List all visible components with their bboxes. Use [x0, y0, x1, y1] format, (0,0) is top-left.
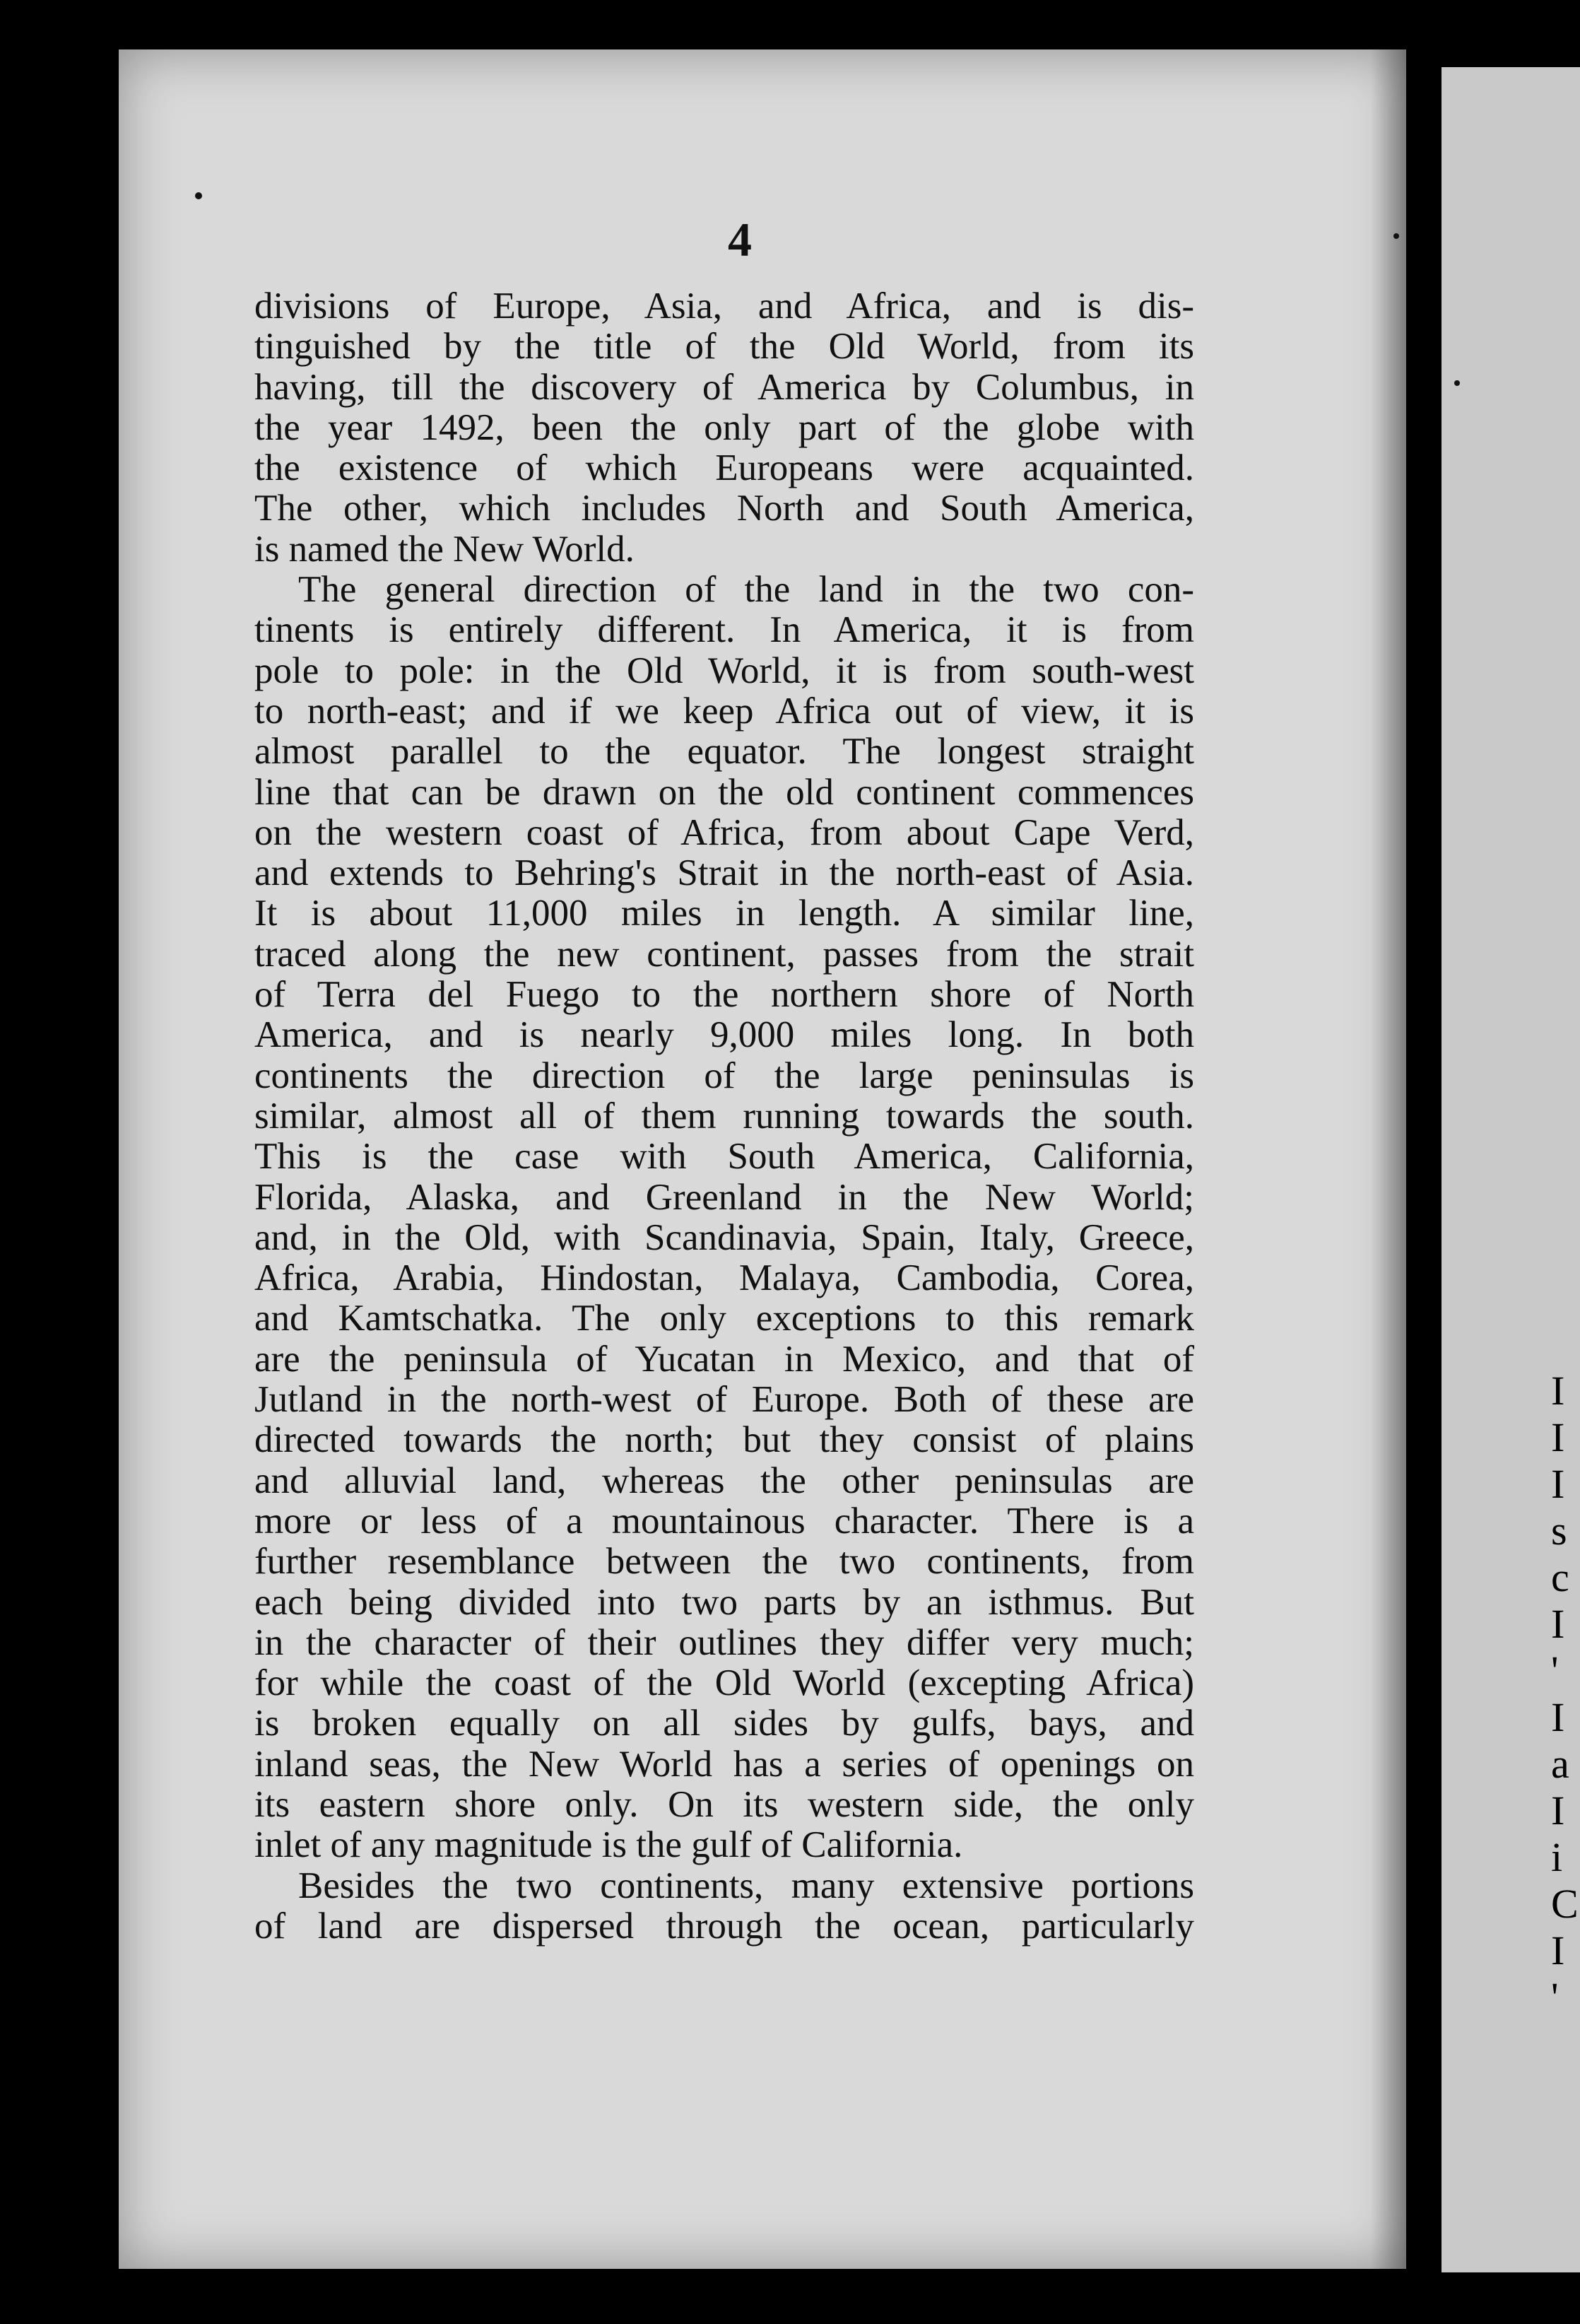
text-line: The other, which includes North and South America,: [254, 488, 1194, 529]
text-line: America, and is nearly 9,000 miles long. In both: [254, 1014, 1194, 1056]
text-line: each being divided into two parts by an isthmus. But: [254, 1581, 1194, 1623]
text-line: and alluvial land, whereas the other peninsulas are: [254, 1460, 1194, 1501]
facing-page-fragment: I: [1551, 1788, 1565, 1833]
text-line: tinents is entirely different. In America, it is from: [254, 609, 1194, 651]
text-line: for while the coast of the Old World (excepting Africa): [254, 1662, 1194, 1704]
gutter-shadow: [1371, 49, 1434, 2269]
text-line: continents the direction of the large peninsulas is: [254, 1055, 1194, 1096]
facing-page-fragment: I: [1551, 1368, 1565, 1414]
text-line: on the western coast of Africa, from about Cape Verd,: [254, 811, 1194, 853]
text-line: traced along the new continent, passes from the strait: [254, 933, 1194, 975]
text-line: Florida, Alaska, and Greenland in the New World;: [254, 1176, 1194, 1218]
text-line: It is about 11,000 miles in length. A similar line,: [254, 893, 1194, 934]
text-line: are the peninsula of Yucatan in Mexico, and that of: [254, 1338, 1194, 1380]
facing-page-fragment: I: [1551, 1601, 1565, 1647]
body-text: [254, 286, 1194, 1947]
text-line: its eastern shore only. On its western side, the only: [254, 1783, 1194, 1825]
facing-page-fragment: I: [1551, 1927, 1565, 1973]
speck: [195, 192, 202, 199]
facing-page-fragment: ': [1551, 1648, 1559, 1694]
facing-page-fragment: i: [1551, 1834, 1563, 1880]
text-line: similar, almost all of them running towards the south.: [254, 1095, 1194, 1137]
facing-page-fragment: C: [1551, 1881, 1579, 1927]
facing-page-fragment: s: [1551, 1508, 1567, 1554]
text-line: the year 1492, been the only part of the globe with: [254, 406, 1194, 448]
facing-page-text-fragments: [1551, 1368, 1579, 2020]
text-line: The general direction of the land in the two con-: [298, 569, 1194, 611]
text-line: and, in the Old, with Scandinavia, Spain, Italy, Greece,: [254, 1216, 1194, 1258]
text-line: to north-east; and if we keep Africa out of view, it is: [254, 690, 1194, 732]
page-number: 4: [728, 213, 752, 266]
text-line: pole to pole: in the Old World, it is from south-west: [254, 650, 1194, 691]
text-line: divisions of Europe, Asia, and Africa, and is dis-: [254, 286, 1194, 327]
text-line: is named the New World.: [254, 528, 635, 570]
text-line: of Terra del Fuego to the northern shore of North: [254, 974, 1194, 1016]
text-line: inland seas, the New World has a series of openings on: [254, 1743, 1194, 1785]
facing-page-fragment: I: [1551, 1414, 1565, 1460]
text-line: Jutland in the north-west of Europe. Both of these are: [254, 1379, 1194, 1421]
text-line: Africa, Arabia, Hindostan, Malaya, Cambodia, Corea,: [254, 1257, 1194, 1299]
text-line: almost parallel to the equator. The longest straight: [254, 731, 1194, 773]
text-line: inlet of any magnitude is the gulf of California.: [254, 1824, 963, 1866]
text-line: more or less of a mountainous character. There is a: [254, 1500, 1194, 1542]
text-line: and Kamtschatka. The only exceptions to this remark: [254, 1298, 1194, 1339]
text-line: Besides the two continents, many extensive portions: [298, 1865, 1194, 1906]
text-line: line that can be drawn on the old continent commences: [254, 771, 1194, 813]
text-line: and extends to Behring's Strait in the north-east of Asia.: [254, 852, 1194, 894]
text-line: the existence of which Europeans were acquainted.: [254, 447, 1194, 489]
speck: [1393, 233, 1399, 239]
facing-page-fragment: I: [1551, 1461, 1565, 1507]
text-line: is broken equally on all sides by gulfs, bays, and: [254, 1703, 1194, 1744]
facing-page-fragment: a: [1551, 1741, 1569, 1787]
text-line: tinguished by the title of the Old World, from its: [254, 326, 1194, 368]
text-line: directed towards the north; but they consist of plains: [254, 1419, 1194, 1461]
text-line: in the character of their outlines they differ very much;: [254, 1621, 1194, 1663]
text-line: of land are dispersed through the ocean, particularly: [254, 1905, 1194, 1947]
text-line: having, till the discovery of America by Columbus, in: [254, 366, 1194, 408]
facing-page-fragment: ': [1551, 1974, 1559, 2020]
facing-page-fragment: I: [1551, 1694, 1565, 1740]
text-line: This is the case with South America, California,: [254, 1136, 1194, 1178]
speck: [1454, 380, 1460, 386]
facing-page-fragment: c: [1551, 1554, 1569, 1600]
text-line: further resemblance between the two continents, from: [254, 1541, 1194, 1583]
